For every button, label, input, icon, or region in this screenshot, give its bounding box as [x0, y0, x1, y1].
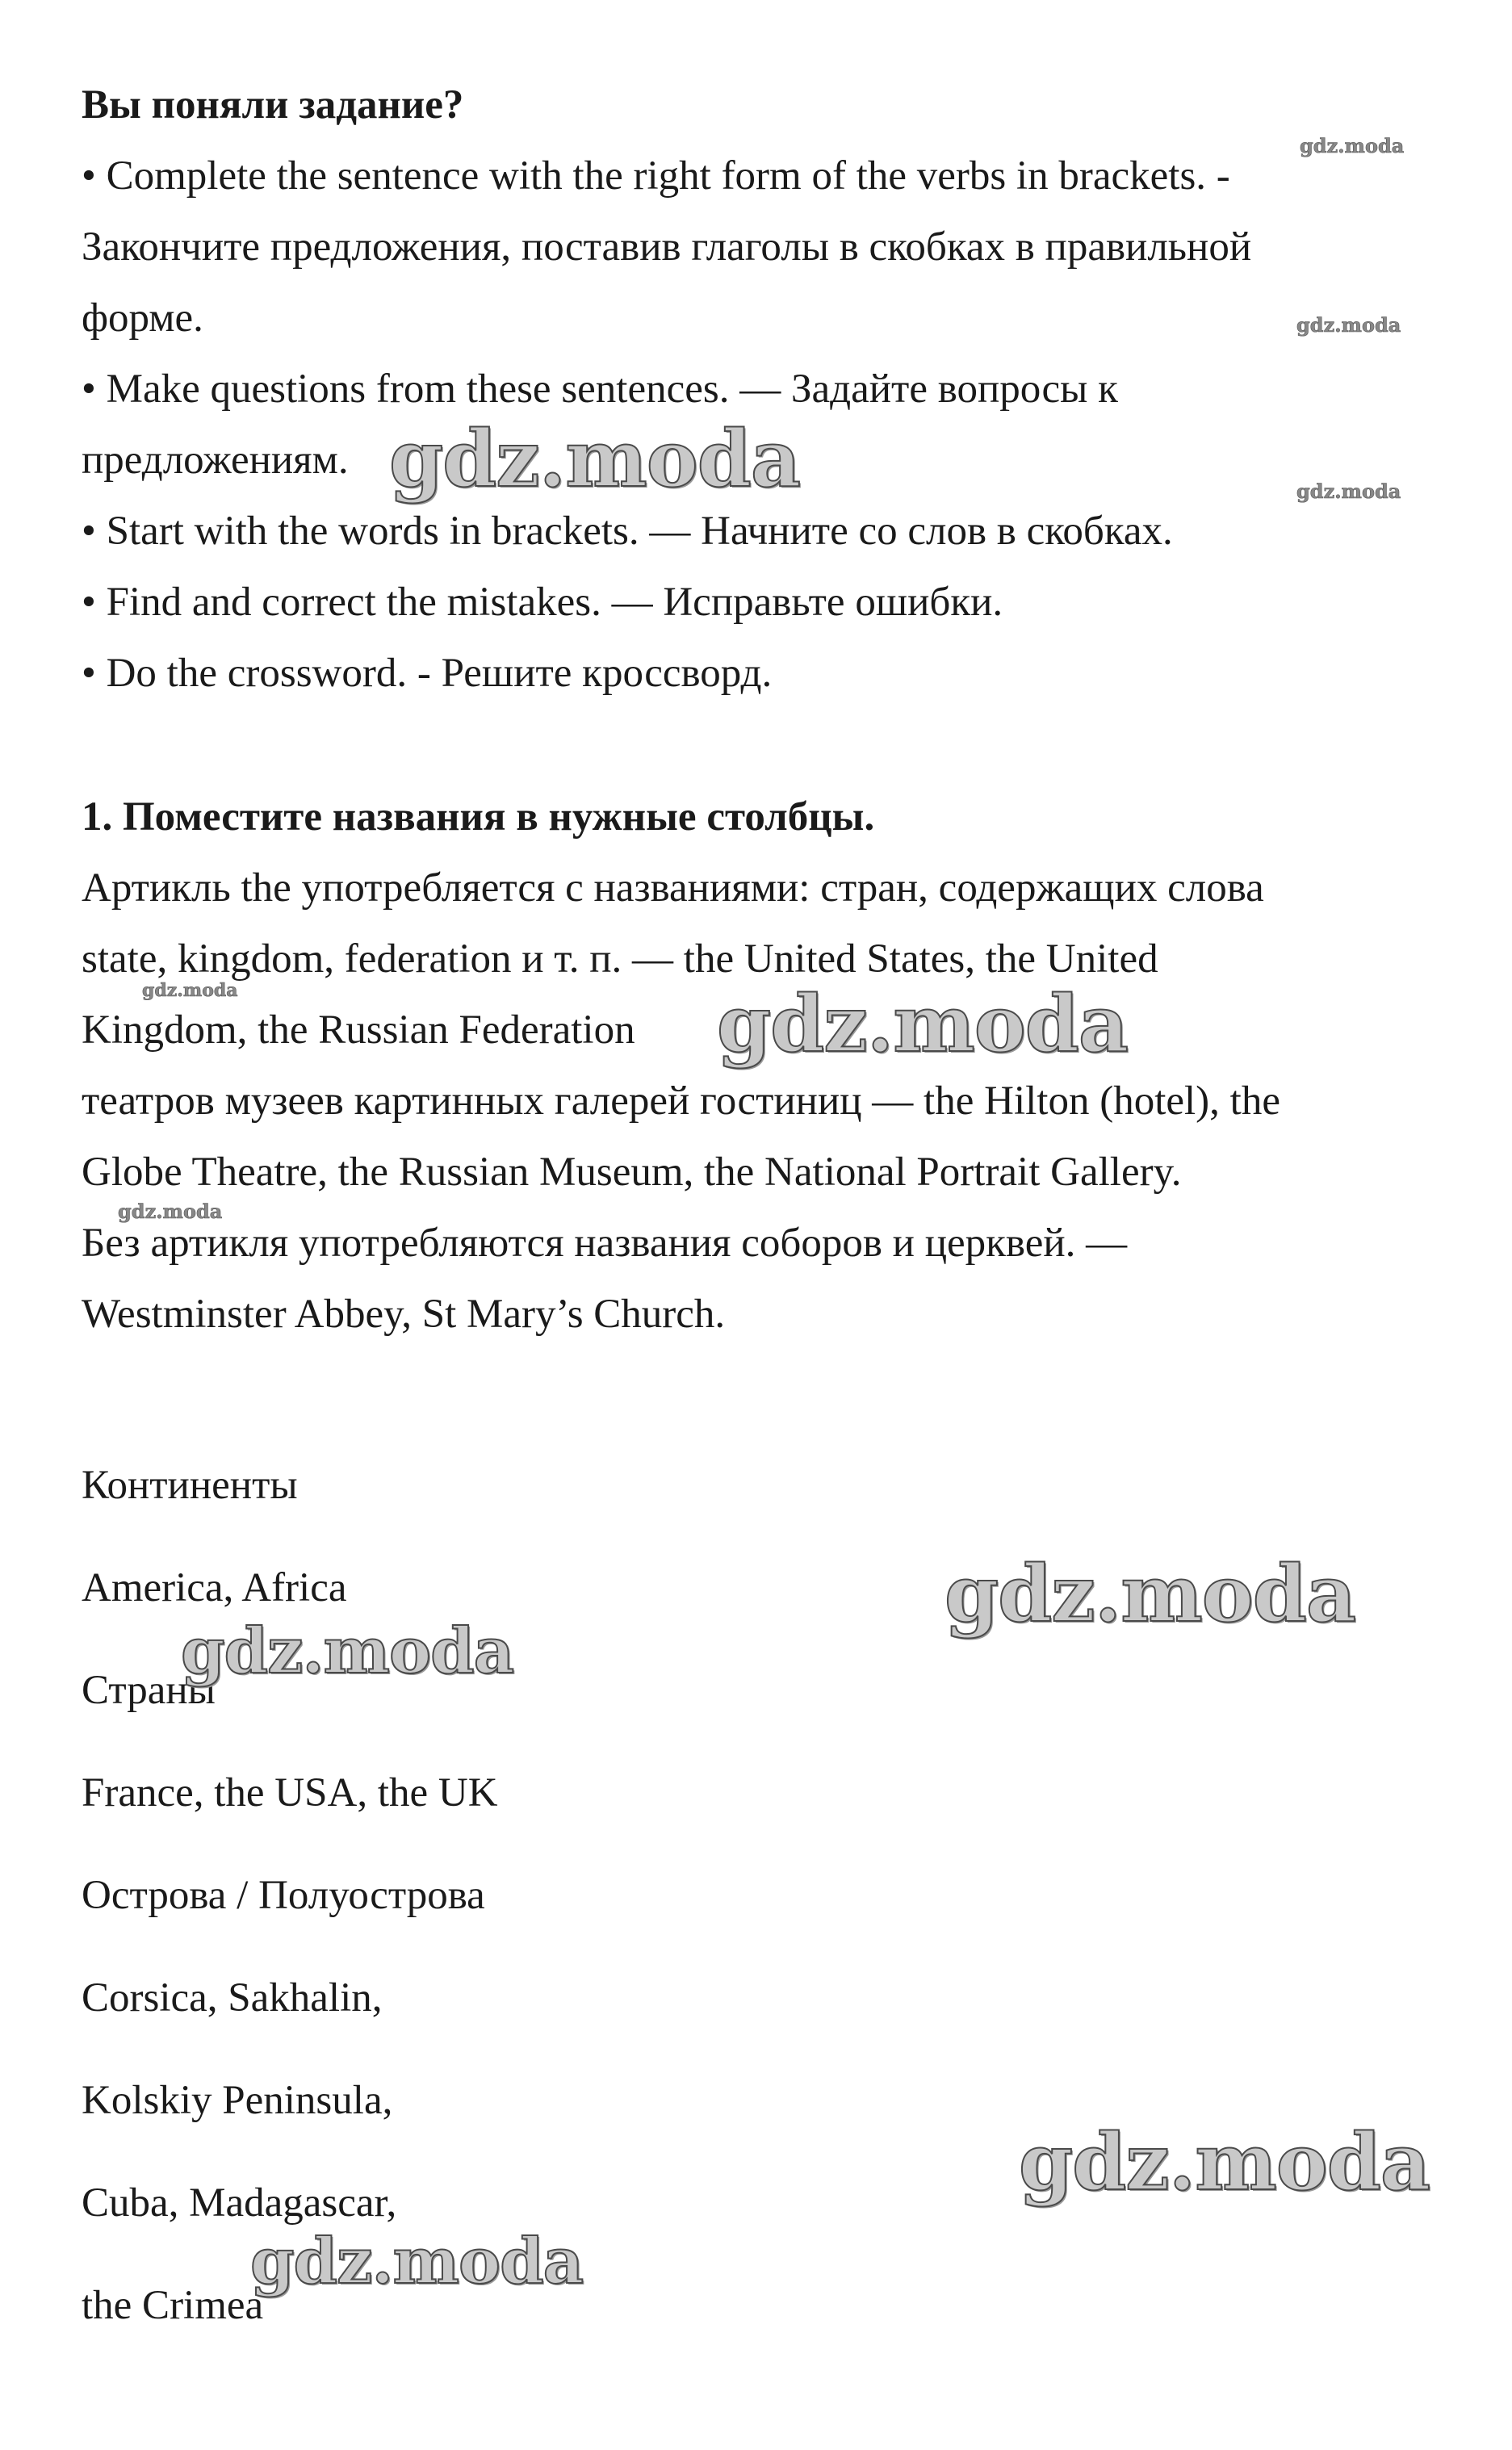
intro-line: • Make questions from these sentences. — Задайте вопросы к	[82, 366, 1118, 412]
answer-line: Kolskiy Peninsula,	[82, 2078, 393, 2123]
task1-line: Globe Theatre, the Russian Museum, the National Portrait Gallery.	[82, 1150, 1182, 1195]
task1-line: Kingdom, the Russian Federation	[82, 1007, 635, 1053]
task1-heading: 1. Поместите названия в нужные столбцы.	[82, 794, 875, 840]
watermark: gdz.moda	[1019, 2117, 1430, 2208]
task1-line: Без артикля употребляются названия соборов и церквей. —	[82, 1221, 1128, 1266]
watermark: gdz.moda	[1300, 134, 1405, 157]
intro-line: • Complete the sentence with the right form of the verbs in brackets. -	[82, 153, 1230, 199]
watermark: gdz.moda	[717, 978, 1129, 1070]
intro-line: • Find and correct the mistakes. — Исправьте ошибки.	[82, 580, 1003, 625]
task1-line: Westminster Abbey, St Mary’s Church.	[82, 1292, 726, 1337]
watermark: gdz.moda	[944, 1548, 1356, 1640]
intro-line: • Start with the words in brackets. — Начните со слов в скобках.	[82, 509, 1173, 554]
watermark: gdz.moda	[1296, 480, 1401, 503]
watermark: gdz.moda	[118, 1200, 223, 1223]
answer-line: France, the USA, the UK	[82, 1770, 498, 1816]
intro-line: форме.	[82, 295, 203, 341]
intro-line: предложениям.	[82, 438, 349, 483]
task1-line: Артикль the употребляется с названиями: стран, содержащих слова	[82, 865, 1264, 911]
category-heading: Страны	[82, 1668, 216, 1713]
task1-line: театров музеев картинных галерей гостиниц — the Hilton (hotel), the	[82, 1078, 1280, 1124]
task1-line: state, kingdom, federation и т. п. — the United States, the United	[82, 936, 1158, 982]
answer-line: Corsica, Sakhalin,	[82, 1975, 383, 2021]
category-heading: Острова / Полуострова	[82, 1873, 485, 1918]
answer-line: Cuba, Madagascar,	[82, 2180, 397, 2226]
intro-line: Закончите предложения, поставив глаголы в скобках в правильной	[82, 224, 1252, 270]
watermark: gdz.moda	[389, 413, 801, 505]
category-heading: Континенты	[82, 1463, 298, 1508]
watermark: gdz.moda	[181, 1614, 514, 1688]
watermark: gdz.moda	[142, 980, 238, 1001]
watermark: gdz.moda	[250, 2225, 584, 2298]
intro-heading: Вы поняли задание?	[82, 82, 464, 128]
answer-line: America, Africa	[82, 1565, 347, 1610]
answer-line: the Crimea	[82, 2283, 264, 2328]
intro-line: • Do the crossword. - Решите кроссворд.	[82, 651, 773, 696]
watermark: gdz.moda	[1296, 313, 1401, 337]
